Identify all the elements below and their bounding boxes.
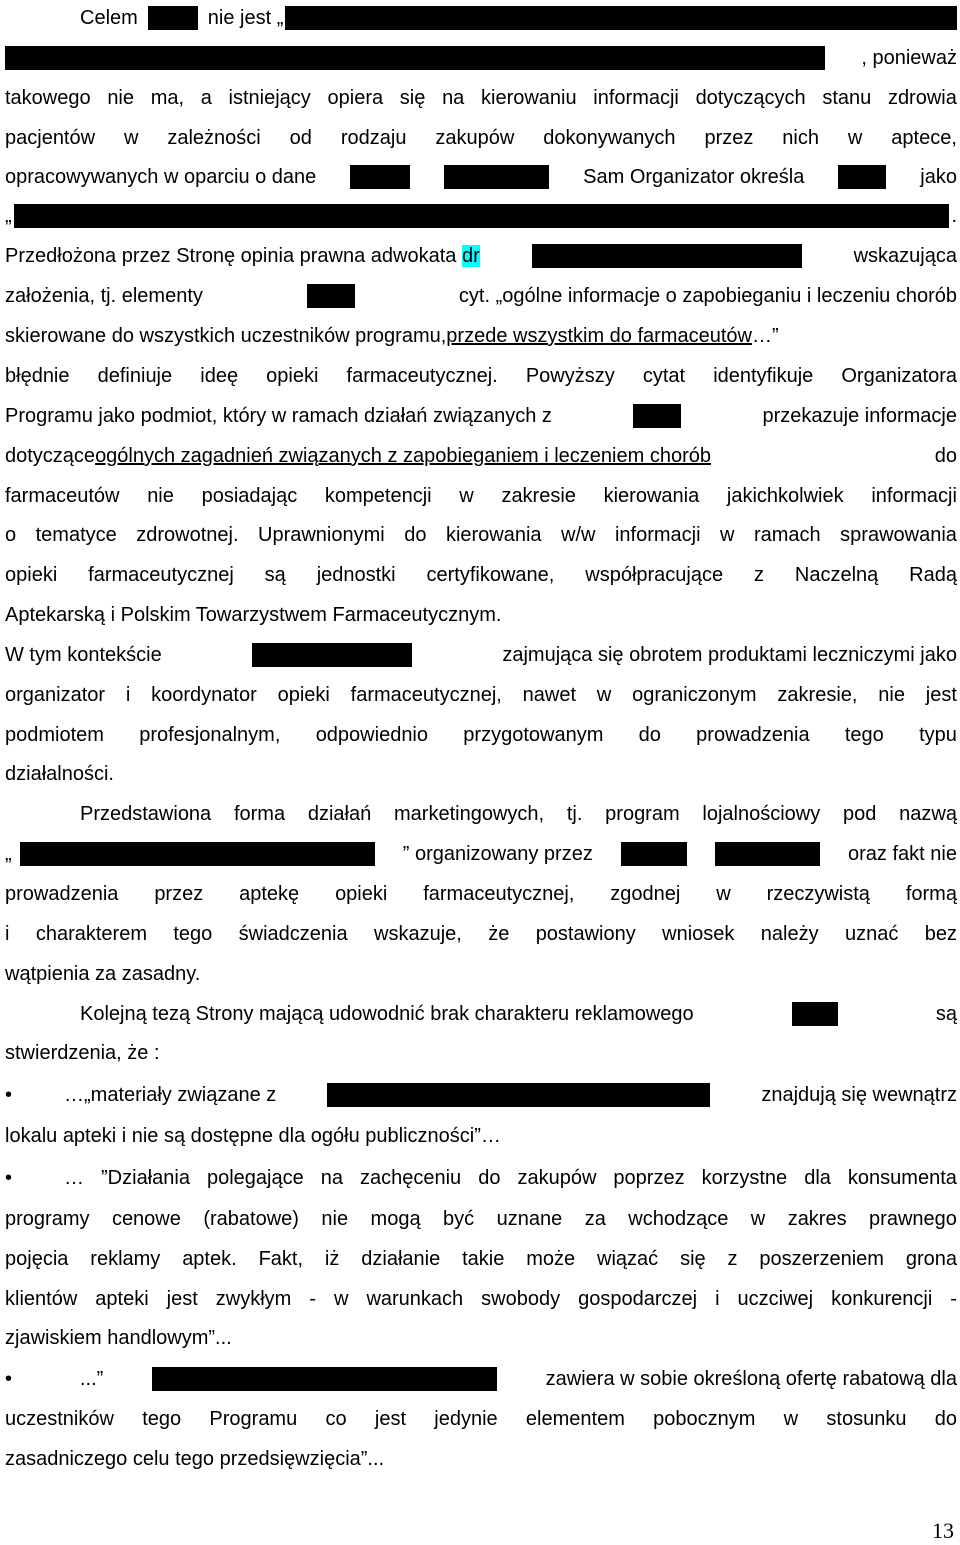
word: tego — [844, 724, 884, 746]
word: uznać — [844, 923, 899, 945]
word: wskazuje, — [374, 923, 462, 945]
redaction-box — [5, 46, 825, 70]
word: jest — [374, 1408, 406, 1430]
word: nich — [782, 127, 819, 149]
word: kierowaniu — [481, 87, 577, 109]
word: kierowania — [445, 524, 542, 546]
word: identyfikuje — [713, 365, 814, 387]
redaction-box — [307, 284, 355, 308]
word: definiuje — [97, 365, 173, 387]
redaction-box — [532, 244, 802, 268]
word: … — [64, 1167, 84, 1189]
word: należy — [760, 923, 819, 945]
word: w — [783, 1408, 799, 1430]
word: z — [727, 1248, 738, 1270]
text-line — [5, 281, 957, 311]
text-run: „ — [5, 843, 12, 865]
text-line — [80, 1364, 957, 1394]
word: podmiotem — [5, 724, 104, 746]
text-run: …„materiały związane z — [64, 1084, 277, 1106]
text-run: do — [934, 445, 957, 467]
text-run: Sam Organizator określa — [583, 166, 805, 188]
text-run: . — [951, 205, 957, 227]
word: ”Działania — [101, 1167, 190, 1189]
text-line — [5, 879, 957, 909]
word: profesjonalnym, — [139, 724, 281, 746]
word: wniosek — [662, 923, 735, 945]
text-line — [5, 201, 957, 231]
word: bez — [924, 923, 957, 945]
word: w — [750, 1208, 766, 1230]
text-line: wątpienia za zasadny. — [5, 963, 201, 985]
word: nie — [321, 1208, 349, 1230]
word: takowego — [5, 87, 91, 109]
redaction-box — [715, 842, 820, 866]
word: ograniczonym — [632, 684, 757, 706]
word: prowadzenia — [5, 883, 119, 905]
word: działań — [307, 803, 372, 825]
word: zależności — [167, 127, 261, 149]
redaction-box — [285, 6, 957, 30]
text-line: zjawiskiem handlowym”... — [5, 1327, 232, 1349]
text-run: są — [935, 1003, 957, 1025]
text-line — [5, 401, 957, 431]
word: informacji — [614, 524, 701, 546]
word: polegające — [206, 1167, 304, 1189]
word: i — [125, 684, 131, 706]
word: jedynie — [434, 1408, 498, 1430]
word: tematyce — [35, 524, 117, 546]
bullet: • — [5, 1084, 13, 1106]
word: przez — [154, 883, 204, 905]
text-line — [5, 720, 957, 750]
word: Fakt, — [258, 1248, 304, 1270]
text-line — [5, 481, 957, 511]
word: nie — [878, 684, 905, 706]
word: zakupów — [517, 1167, 597, 1189]
text-line: stwierdzenia, że : — [5, 1042, 160, 1064]
word: o — [5, 524, 17, 546]
word: forma — [233, 803, 286, 825]
word: farmaceutycznej, — [423, 883, 575, 905]
word: jest — [166, 1288, 198, 1310]
word: kompetencji — [324, 485, 432, 507]
text-line — [5, 1404, 957, 1434]
word: ma, — [150, 87, 185, 109]
word: w — [333, 1288, 349, 1310]
word: świadczenia — [238, 923, 348, 945]
word: nawet — [522, 684, 577, 706]
word: w — [847, 127, 863, 149]
word: są — [264, 564, 286, 586]
word: mogą — [370, 1208, 421, 1230]
text-line — [5, 241, 957, 271]
word: w — [123, 127, 139, 149]
word: pacjentów — [5, 127, 96, 149]
text-run: ” organizowany przez — [402, 843, 593, 865]
word: nie — [147, 485, 174, 507]
word: istniejący — [228, 87, 311, 109]
word: konkurencji — [831, 1288, 933, 1310]
word: jednostki — [316, 564, 396, 586]
text-line — [5, 640, 957, 670]
word: jakichkolwiek — [726, 485, 844, 507]
word: wchodzące — [628, 1208, 729, 1230]
word: klientów — [5, 1288, 78, 1310]
word: nie — [107, 87, 135, 109]
word: kierowania — [603, 485, 700, 507]
word: reklamy — [90, 1248, 161, 1270]
text-run: …” — [751, 325, 779, 347]
word: cenowe — [111, 1208, 181, 1230]
word: jest — [925, 684, 957, 706]
text-line — [80, 999, 957, 1029]
word: na — [442, 87, 465, 109]
redaction-box — [792, 1002, 838, 1026]
text-line — [5, 1204, 957, 1234]
word: za — [584, 1208, 606, 1230]
text-line — [5, 919, 957, 949]
word: apteki — [95, 1288, 149, 1310]
redaction-box — [252, 643, 412, 667]
word: Radą — [909, 564, 957, 586]
text-run: założenia, tj. elementy — [5, 285, 203, 307]
text-line — [5, 43, 957, 73]
word: ramach — [753, 524, 821, 546]
text-line — [80, 799, 957, 829]
word: i — [5, 923, 10, 945]
text-run: Programu jako podmiot, który w ramach działań związanych z — [5, 405, 552, 427]
word: w — [459, 485, 474, 507]
word: cytat — [642, 365, 686, 387]
text-line — [64, 1163, 957, 1193]
text-line — [5, 560, 957, 590]
redaction-box — [148, 6, 198, 30]
word: elementem — [525, 1408, 625, 1430]
word: że — [488, 923, 510, 945]
word: Naczelną — [794, 564, 879, 586]
word: w — [596, 684, 612, 706]
text-run: nie jest „ — [207, 7, 284, 29]
text-run: skierowane do wszystkich uczestników programu, — [5, 325, 447, 347]
bullet: • — [5, 1368, 13, 1390]
word: (rabatowe) — [203, 1208, 299, 1230]
word: przez — [704, 127, 754, 149]
word: tj. — [566, 803, 583, 825]
word: zakres — [787, 1208, 847, 1230]
word: a — [200, 87, 212, 109]
word: lojalnościowy — [702, 803, 821, 825]
text-line: działalności. — [5, 763, 114, 785]
word: marketingowych, — [394, 803, 545, 825]
word: błędnie — [5, 365, 70, 387]
word: organizator — [5, 684, 106, 706]
word: Powyższy — [525, 365, 615, 387]
text-run: ...” — [80, 1368, 104, 1390]
word: być — [443, 1208, 475, 1230]
word: dokonywanych — [543, 127, 676, 149]
word: może — [526, 1248, 576, 1270]
text-run: wskazująca — [853, 245, 957, 267]
word: koordynator — [151, 684, 257, 706]
redaction-box — [621, 842, 687, 866]
word: poszerzeniem — [759, 1248, 884, 1270]
text-line — [5, 1284, 957, 1314]
word: informacji — [871, 485, 957, 507]
word: korzystne — [701, 1167, 788, 1189]
redaction-box — [327, 1083, 710, 1107]
word: rzeczywistą — [766, 883, 870, 905]
word: typu — [919, 724, 957, 746]
text-run: Kolejną tezą Strony mającą udowodnić brak charakteru reklamowego — [80, 1003, 694, 1025]
text-line — [5, 441, 957, 471]
word: uczciwej — [737, 1288, 814, 1310]
text-run: cyt. „ogólne informacje o zapobieganiu i leczeniu chorób — [458, 285, 957, 307]
text-line — [80, 3, 957, 33]
text-line — [5, 321, 957, 351]
word: prowadzenia — [696, 724, 810, 746]
word: ideę — [200, 365, 239, 387]
word: zakresie — [501, 485, 576, 507]
word: swobody — [481, 1288, 561, 1310]
text-run: znajdują się wewnątrz — [761, 1084, 957, 1106]
word: prawnego — [869, 1208, 957, 1230]
redaction-box — [350, 165, 410, 189]
word: i — [715, 1288, 720, 1310]
word: pojęcia — [5, 1248, 69, 1270]
text-line — [5, 83, 957, 113]
word: posiadając — [201, 485, 298, 507]
word: zdrowotnej. — [136, 524, 239, 546]
word: formą — [905, 883, 957, 905]
word: tego — [142, 1408, 182, 1430]
text-run: zawiera w sobie określoną ofertę rabatową dla — [545, 1368, 957, 1390]
word: przygotowanym — [463, 724, 604, 746]
highlighted-text: dr — [461, 245, 480, 267]
redaction-box — [14, 204, 950, 228]
word: opieki — [277, 684, 330, 706]
word: - — [309, 1288, 316, 1310]
text-run: zajmująca się obrotem produktami leczniczymi jako — [502, 644, 957, 666]
word: do — [638, 724, 661, 746]
text-run: przekazuje informacje — [762, 405, 957, 427]
text-line: zasadniczego celu tego przedsięwzięcia”... — [5, 1448, 385, 1470]
word: grona — [905, 1248, 957, 1270]
text-line — [5, 123, 957, 153]
text-line — [5, 162, 957, 192]
underlined-text: ogólnych zagadnień związanych z zapobieganiem i leczeniem chorób — [95, 445, 711, 467]
redaction-box — [20, 842, 375, 866]
word: farmaceutycznej — [88, 564, 234, 586]
word: opieki — [266, 365, 319, 387]
word: rodzaju — [340, 127, 407, 149]
word: Programu — [209, 1408, 298, 1430]
text-run: Celem — [80, 7, 138, 29]
word: dotyczących — [695, 87, 806, 109]
word: charakterem — [35, 923, 147, 945]
word: aptece, — [891, 127, 957, 149]
redaction-box — [444, 165, 549, 189]
word: Organizatora — [841, 365, 957, 387]
text-run: Przedłożona przez Stronę opinia prawna adwokata — [5, 245, 462, 267]
word: odpowiednio — [315, 724, 429, 746]
redaction-box — [633, 404, 681, 428]
redaction-box — [838, 165, 886, 189]
word: zakupów — [435, 127, 515, 149]
word: opiera — [327, 87, 384, 109]
word: farmaceutów — [5, 485, 120, 507]
word: do — [934, 1408, 957, 1430]
word: stanu — [822, 87, 872, 109]
word: zdrowia — [887, 87, 957, 109]
word: program — [605, 803, 680, 825]
word: opieki — [335, 883, 388, 905]
word: dla — [804, 1167, 831, 1189]
word: uczestników — [5, 1408, 114, 1430]
word: warunkach — [366, 1288, 464, 1310]
page-number: 13 — [932, 1518, 954, 1543]
word: takie — [462, 1248, 505, 1270]
word: zwykłym — [215, 1288, 292, 1310]
text-line — [5, 839, 957, 869]
text-run: dotyczące — [5, 445, 96, 467]
text-line: lokalu apteki i nie są dostępne dla ogółu publiczności”… — [5, 1125, 501, 1147]
word: programy — [5, 1208, 90, 1230]
text-run: , ponieważ — [861, 47, 957, 69]
word: się — [399, 87, 426, 109]
bullet: • — [5, 1167, 13, 1189]
text-line — [5, 520, 957, 550]
text-line — [5, 680, 957, 710]
text-line — [5, 1244, 957, 1274]
word: w/w — [561, 524, 596, 546]
text-line — [5, 361, 957, 391]
word: w — [716, 883, 731, 905]
word: sprawowania — [840, 524, 957, 546]
word: nazwą — [899, 803, 957, 825]
word: od — [289, 127, 312, 149]
word: Przedstawiona — [80, 803, 212, 825]
word: działanie — [361, 1248, 441, 1270]
text-line: Aptekarską i Polskim Towarzystwem Farmaceutycznym. — [5, 604, 502, 626]
text-run: „ — [5, 205, 12, 227]
word: uznane — [496, 1208, 563, 1230]
redaction-box — [152, 1367, 497, 1391]
word: farmaceutycznej. — [346, 365, 498, 387]
word: iż — [324, 1248, 340, 1270]
word: poprzez — [613, 1167, 685, 1189]
word: certyfikowane, — [426, 564, 555, 586]
word: do — [478, 1167, 501, 1189]
word: - — [950, 1288, 957, 1310]
text-run: opracowywanych w oparciu o dane — [5, 166, 317, 188]
word: postawiony — [535, 923, 636, 945]
text-line — [64, 1080, 957, 1110]
word: farmaceutycznej, — [350, 684, 502, 706]
word: co — [325, 1408, 347, 1430]
text-run: oraz fakt nie — [848, 843, 957, 865]
word: współpracujące — [585, 564, 724, 586]
underlined-text: przede wszystkim do farmaceutów — [446, 325, 752, 347]
word: aptek. — [182, 1248, 237, 1270]
text-run: W tym kontekście — [5, 644, 162, 666]
word: pobocznym — [653, 1408, 756, 1430]
word: informacji — [593, 87, 679, 109]
word: zgodnej — [610, 883, 681, 905]
word: wiązać — [597, 1248, 659, 1270]
word: na — [320, 1167, 343, 1189]
word: tego — [173, 923, 213, 945]
word: pod — [843, 803, 877, 825]
word: Uprawnionymi — [258, 524, 385, 546]
word: się — [680, 1248, 706, 1270]
word: aptekę — [239, 883, 300, 905]
word: konsumenta — [847, 1167, 957, 1189]
word: w — [720, 524, 735, 546]
word: z — [754, 564, 764, 586]
text-run: jako — [920, 166, 957, 188]
word: zakresie, — [777, 684, 858, 706]
word: do — [404, 524, 427, 546]
word: stosunku — [826, 1408, 907, 1430]
word: zachęceniu — [360, 1167, 462, 1189]
word: gospodarczej — [578, 1288, 698, 1310]
word: opieki — [5, 564, 58, 586]
